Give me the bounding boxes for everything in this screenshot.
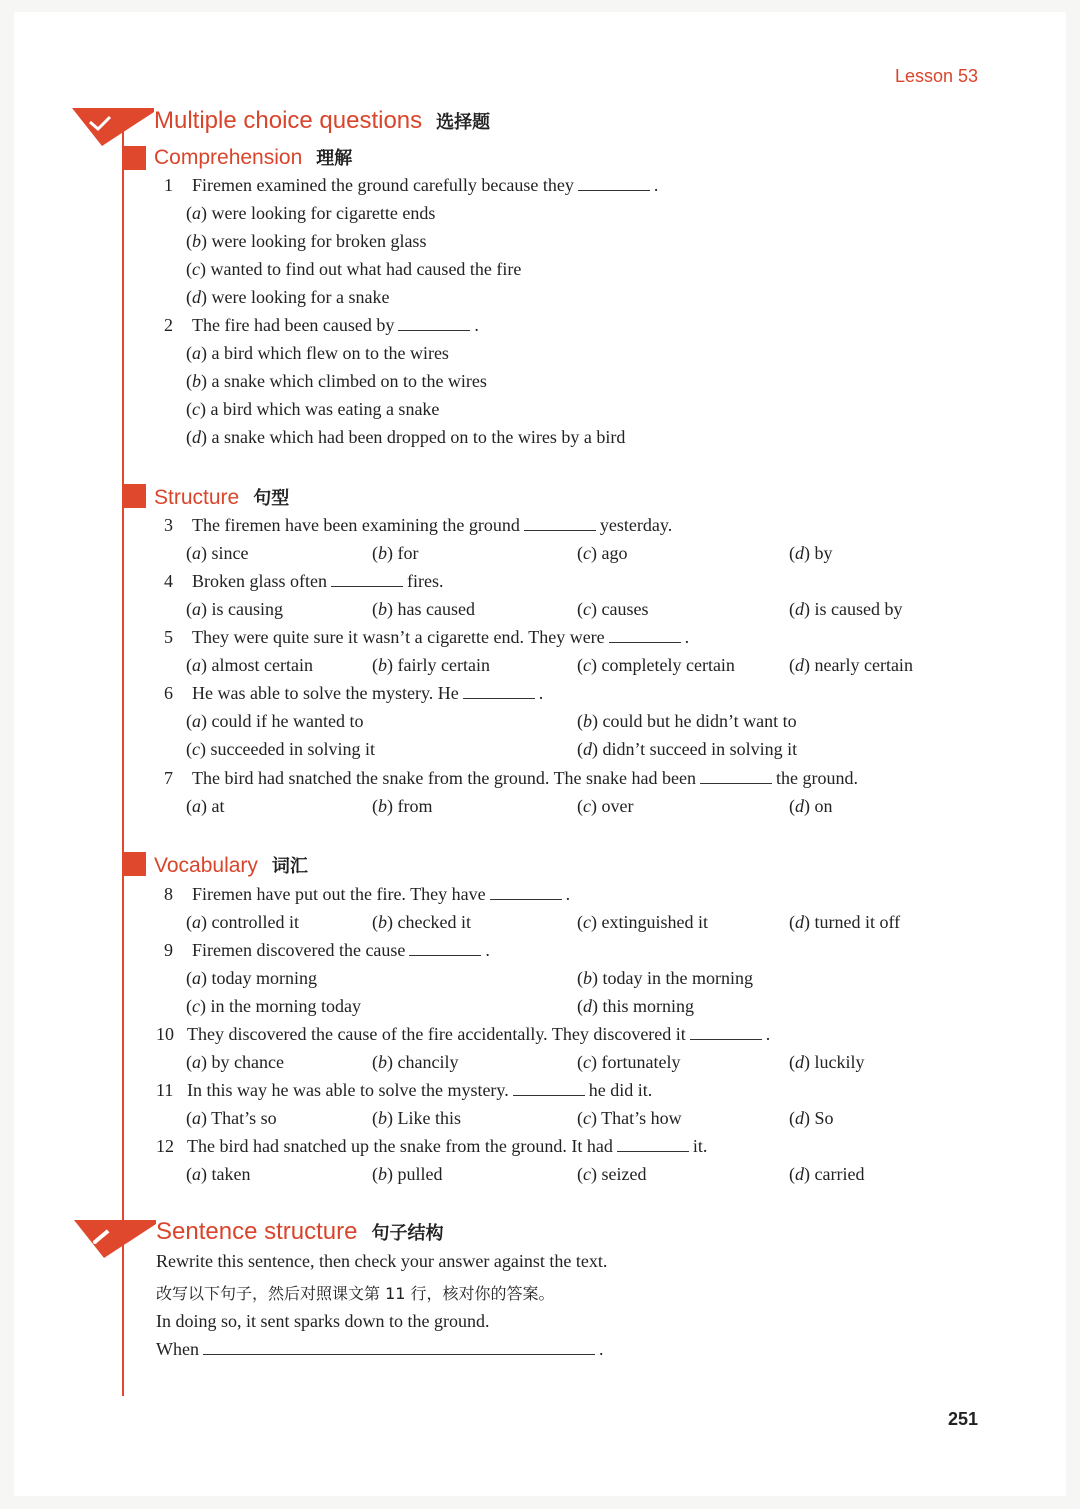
option-3d: (d) by <box>789 543 833 563</box>
option-4b: (b) has caused <box>372 599 475 619</box>
option-12b: (b) pulled <box>372 1164 443 1184</box>
option-2b: (b) a snake which climbed on to the wires <box>186 371 487 391</box>
option-1b: (b) were looking for broken glass <box>186 231 427 251</box>
section-title-structure: Structure 句型 <box>154 486 290 509</box>
question-8: 8 Firemen have put out the fire. They have . <box>164 884 571 904</box>
section-title-mcq: Multiple choice questions 选择题 <box>154 107 491 134</box>
answer-blank <box>609 628 681 643</box>
option-7b: (b) from <box>372 796 433 816</box>
option-3a: (a) since <box>186 543 249 563</box>
option-11b: (b) Like this <box>372 1108 461 1128</box>
option-12c: (c) seized <box>577 1164 647 1184</box>
pencil-icon <box>74 1220 156 1260</box>
option-6a: (a) could if he wanted to <box>186 711 364 731</box>
option-10c: (c) fortunately <box>577 1052 681 1072</box>
question-10: 10 They discovered the cause of the fire accidentally. They discovered it . <box>156 1024 771 1044</box>
option-2d: (d) a snake which had been dropped on to the wires by a bird <box>186 427 626 447</box>
question-11: 11 In this way he was able to solve the mystery. he did it. <box>156 1080 653 1100</box>
option-9b: (b) today in the morning <box>577 968 753 988</box>
option-7a: (a) at <box>186 796 225 816</box>
question-2: 2 The fire had been caused by . <box>164 315 479 335</box>
instruction-text: Rewrite this sentence, then check your answer against the text. <box>156 1251 608 1271</box>
instruction-text-cn: 改写以下句子，然后对照课文第 11 行，核对你的答案。 <box>156 1284 555 1303</box>
section-marker <box>122 146 146 170</box>
section-marker <box>122 484 146 508</box>
answer-blank <box>617 1137 689 1152</box>
option-10b: (b) chancily <box>372 1052 459 1072</box>
lesson-label: Lesson 53 <box>895 66 979 86</box>
answer-line <box>203 1340 595 1355</box>
option-12a: (a) taken <box>186 1164 251 1184</box>
option-7d: (d) on <box>789 796 833 816</box>
question-6: 6 He was able to solve the mystery. He . <box>164 683 544 703</box>
option-5c: (c) completely certain <box>577 655 735 675</box>
option-1c: (c) wanted to find out what had caused the fire <box>186 259 522 279</box>
option-10a: (a) by chance <box>186 1052 284 1072</box>
page-number: 251 <box>948 1409 979 1429</box>
option-2a: (a) a bird which flew on to the wires <box>186 343 449 363</box>
option-8c: (c) extinguished it <box>577 912 708 932</box>
question-4: 4 Broken glass often fires. <box>164 571 444 591</box>
option-9d: (d) this morning <box>577 996 695 1016</box>
option-9a: (a) today morning <box>186 968 317 988</box>
option-6c: (c) succeeded in solving it <box>186 739 375 759</box>
rewrite-line: When . <box>156 1339 604 1359</box>
option-4a: (a) is causing <box>186 599 283 619</box>
question-1: 1 Firemen examined the ground carefully because they . <box>164 175 659 195</box>
option-8a: (a) controlled it <box>186 912 299 932</box>
answer-blank <box>700 769 772 784</box>
section-title-vocabulary: Vocabulary 词汇 <box>154 854 308 877</box>
section-title-comprehension: Comprehension 理解 <box>154 146 353 169</box>
option-5b: (b) fairly certain <box>372 655 490 675</box>
answer-blank <box>409 941 481 956</box>
answer-blank <box>513 1081 585 1096</box>
section-marker <box>122 852 146 876</box>
option-11a: (a) That’s so <box>186 1108 277 1128</box>
answer-blank <box>463 684 535 699</box>
question-3: 3 The firemen have been examining the ground yesterday. <box>164 515 673 535</box>
checkmark-icon <box>72 108 154 148</box>
option-2c: (c) a bird which was eating a snake <box>186 399 440 419</box>
option-5d: (d) nearly certain <box>789 655 913 675</box>
section-title-sentence-structure: Sentence structure 句子结构 <box>156 1218 444 1245</box>
question-7: 7 The bird had snatched the snake from the ground. The snake had been the ground. <box>164 768 858 788</box>
textbook-page <box>14 12 1066 1496</box>
option-8d: (d) turned it off <box>789 912 901 932</box>
option-10d: (d) luckily <box>789 1052 865 1072</box>
answer-blank <box>331 572 403 587</box>
answer-blank <box>690 1025 762 1040</box>
option-6b: (b) could but he didn’t want to <box>577 711 797 731</box>
option-1a: (a) were looking for cigarette ends <box>186 203 436 223</box>
answer-blank <box>524 516 596 531</box>
option-3c: (c) ago <box>577 543 628 563</box>
option-7c: (c) over <box>577 796 634 816</box>
answer-blank <box>578 176 650 191</box>
margin-rule <box>122 128 124 1396</box>
option-3b: (b) for <box>372 543 419 563</box>
answer-blank <box>398 316 470 331</box>
option-11d: (d) So <box>789 1108 834 1128</box>
option-11c: (c) That’s how <box>577 1108 682 1128</box>
option-4d: (d) is caused by <box>789 599 903 619</box>
option-5a: (a) almost certain <box>186 655 313 675</box>
option-1d: (d) were looking for a snake <box>186 287 390 307</box>
question-12: 12 The bird had snatched up the snake from the ground. It had it. <box>156 1136 708 1156</box>
question-9: 9 Firemen discovered the cause . <box>164 940 490 960</box>
option-8b: (b) checked it <box>372 912 471 932</box>
option-9c: (c) in the morning today <box>186 996 361 1016</box>
source-sentence: In doing so, it sent sparks down to the ground. <box>156 1311 490 1331</box>
question-5: 5 They were quite sure it wasn’t a cigarette end. They were . <box>164 627 690 647</box>
option-6d: (d) didn’t succeed in solving it <box>577 739 798 759</box>
answer-blank <box>490 885 562 900</box>
option-4c: (c) causes <box>577 599 649 619</box>
option-12d: (d) carried <box>789 1164 865 1184</box>
